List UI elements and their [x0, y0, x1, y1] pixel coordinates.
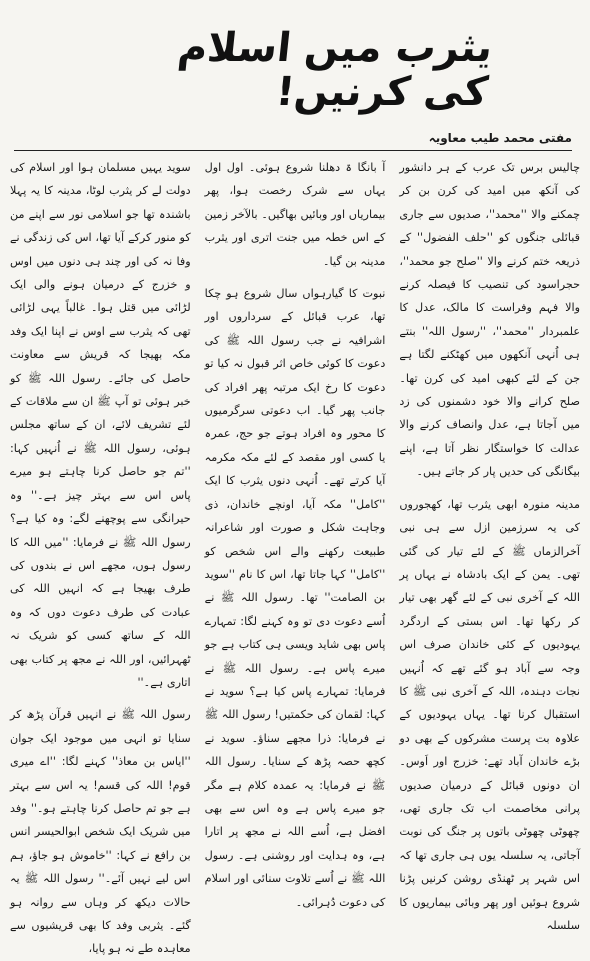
paragraph: رسول اللہ ﷺ نے انہیں قرآن پڑھ کر سنایا تو انہی میں موجود ایک جوان ''ایاس بن معاذ'' کہنے لگا: ''اے میری قوم! اللہ کی قسم! یہ اس سے بہتر ہے جو تم حاصل کرنا چاہتے ہو۔'' وفد میں شریک ایک شخص ابوالحیسر انس بن رافع نے کہا: ''خاموش ہو جاؤ، ہم اس لیے نہیں آئے۔'' رسول اللہ ﷺ یہ حالات دیکھ کر وہاں سے روانہ ہو گئے۔ یثربی وفد کا بھی قریشیوں سے معاہدہ طے نہ ہو پایا، — [9, 708, 191, 956]
author-byline: مفتی محمد طیب معاویہ — [428, 131, 572, 145]
paragraph: چالیس برس تک عرب کے ہر دانشور کی آنکھ میں امید کی کرن بن کر چمکنے والا ''محمد''، صدیوں سے جاری قبائلی جنگوں کو ''حلف الفضول'' کے ذریعہ ختم کرنے والا ''صلح جو محمد''، حجراسود کی تنصیب کا فیصلہ کرنے والا فہم وفراست کا مالک، عدل کا علمبردار ''محمد''، ''رسول اللہ'' بنتے ہی اُنہی آنکھوں میں کھٹکنے لگتا ہے جن کے لئے کبھی امید کی کرن تھا۔ صلح کرانے والا خود دشمنوں کی زد میں آجاتا ہے، عدل وانصاف کرنے والا عدالت کا خواستگار نظر آتا ہے، اپنے بیگانگی کی حدیں پار کر جاتے ہیں۔ — [399, 161, 580, 479]
paragraph: سوید یہیں مسلمان ہوا اور اسلام کی دولت لے کر یثرب لوٹا، مدینہ کا یہ پہلا باشندہ تھا جو اسلامی نور سے اپنے من کو منور کرکے آیا تھا، اس کی زندگی نے وفا نہ کی اور چند ہی دنوں میں اوس و خزرج کے درمیان ہونے والی ایک لڑائی میں قتل ہوا۔ غالباً یہی لڑائی تھی کہ یثرب سے اوس نے اپنا ایک وفد مکہ بھیجا کہ قریش سے معاونت حاصل کی جائے۔ رسول اللہ ﷺ کو خبر ہوئی تو آپ ﷺ ان سے ملاقات کے لئے تشریف لائے، ان کے ساتھ مجلس ہوئی، رسول اللہ ﷺ نے اُنہیں کہا: ''تم جو حاصل کرنا چاہتے ہو میرے پاس اس سے بہتر چیز ہے۔'' وہ حیرانگی سے پوچھنے لگے: وہ کیا ہے؟ رسول اللہ ﷺ نے فرمایا: ''میں اللہ کا رسول ہوں، مجھے اس نے بندوں کی طرف بھیجا ہے کہ انہیں اللہ کی عبادت کی طرف دعوت دوں کہ وہ اللہ کے ساتھ کسی کو شریک نہ ٹھہرائیں، اور اللہ نے مجھ پر کتاب بھی اتاری ہے۔'' — [9, 161, 191, 689]
article-body — [9, 156, 580, 956]
column-middle — [204, 156, 386, 909]
paragraph: آ بانگا ۃ دھلنا شروع ہوئی۔ اول اول یہاں سے شرک رخصت ہوا، پھر بیماریاں اور وبائیں بھاگیں۔ بالآخر زمین کے اس خطہ میں جنت اتری اور یثرب مدینہ بن گیا۔ — [204, 161, 386, 268]
header-divider — [14, 150, 572, 151]
column-right — [399, 156, 580, 932]
paragraph: مدینہ منورہ ابھی یثرب تھا، کھجوروں کی یہ سرزمین ازل سے ہی نبی آخرالزماں ﷺ کے لئے تیار کی گئی تھی۔ یمن کے ایک بادشاہ نے یہاں پر اللہ کے آخری نبی کے لئے گھر بھی تیار کر رکھا تھا۔ اس بستی کے اردگرد یہودیوں کے کئی خاندان صرف اس وجہ سے آباد ہو گئے تھے کہ اُنہیں نجات دہندہ، اللہ کے آخری نبی ﷺ کا استقبال کرنا تھا۔ یہاں یہودیوں کے علاوہ بت پرست مشرکوں کے بھی دو بڑے خاندان آباد تھے: خزرج اور اَوس۔ ان دونوں قبائل کے درمیان صدیوں پرانی مخاصمت اب تک جاری تھی، چھوٹی چھوٹی باتوں پر جنگ کی نوبت آجاتی، یہ سلسلہ یوں ہی جاری تھا کہ اس شہر پر ٹھنڈی روشن کرنیں پڑنا شروع ہوئیں اور پھر وبائی بیماریوں کا سلسلہ — [399, 497, 580, 932]
paragraph: نبوت کا گیارہواں سال شروع ہو چکا تھا، عرب قبائل کے سرداروں اور اشرافیہ نے جب رسول اللہ ﷺ کی دعوت کا کوئی خاص اثر قبول نہ کیا تو دعوت کا رخ ایک مرتبہ پھر افراد کی جانب پھر گیا۔ اب دعوتی سرگرمیوں کا محور وہ افراد ہوتے جو حج، عمرہ یا کسی اور مقصد کے لئے مکہ مکرمہ آیا کرتے تھے۔ اُنہی دنوں یثرب کا ایک ''کامل'' مکہ آیا، اونچے خاندان، ذی وجاہت شکل و صورت اور شاعرانہ طبیعت رکھنے والے اس شخص کو ''کامل'' کہا جاتا تھا، اس کا نام ''سوید بن الصامت'' تھا۔ رسول اللہ ﷺ نے اُسے دعوت دی تو وہ کہنے لگا: تمہارے پاس بھی شاید ویسی ہی کتاب ہے جو میرے پاس ہے۔ رسول اللہ ﷺ نے فرمایا: تمہارے پاس کیا ہے؟ سوید نے کہا: لقمان کی حکمتیں! رسول اللہ ﷺ نے فرمایا: ذرا مجھے سناؤ۔ سوید نے کچھ حصہ پڑھ کے سنایا۔ رسول اللہ ﷺ نے فرمایا: یہ عمدہ کلام ہے مگر جو میرے پاس ہے وہ اس سے بھی افضل ہے، اُسے اللہ نے مجھ پر اتارا ہے، وہ ہدایت اور روشنی ہے۔ رسول اللہ ﷺ نے اُسے تلاوت سنائی اور اسلام کی دعوت دُہرائی۔ — [204, 287, 386, 909]
column-left — [9, 156, 191, 956]
article-title: یثرب میں اسلام کی کرنیں! — [175, 25, 495, 115]
